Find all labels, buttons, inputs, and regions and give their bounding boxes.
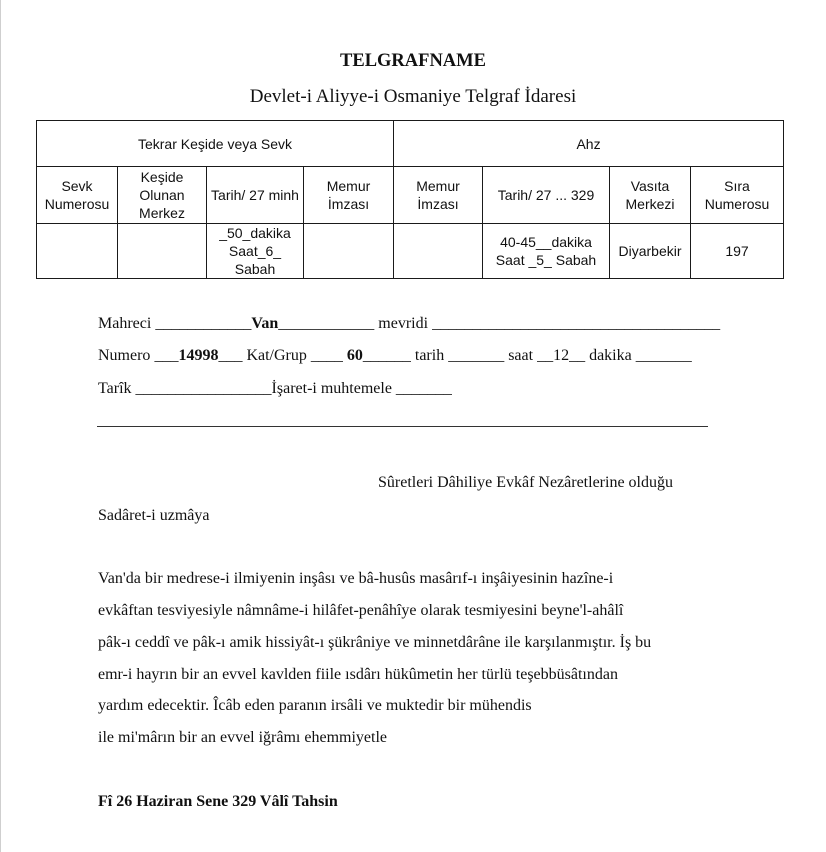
tarih-label: tarih [414, 347, 445, 364]
cell-sevk-numerosu [37, 224, 118, 279]
group-header-tekrar: Tekrar Keşide veya Sevk [37, 121, 394, 167]
paragraph-line: ile mi'mârın bir an evvel iğrâmı ehemmiyetle [98, 729, 388, 746]
column-header-sira-numerosu: Sıra Numerosu [691, 167, 784, 224]
cell-memur-imzasi-left [304, 224, 394, 279]
mevridi-label: mevridi [378, 315, 429, 332]
tarik-label: Tarîk [98, 380, 132, 397]
table-group-header-row [37, 121, 784, 167]
isaret-label: İşaret-i muhtemele [271, 380, 392, 397]
cell-tarih-329: 40-45__dakika Saat _5_ Sabah [483, 224, 610, 279]
field-line-mahreci: Mahreci ____________Van____________ mevridi ____________________________________ [98, 315, 721, 332]
column-header-vasita-merkezi: Vasıta Merkezi [610, 167, 691, 224]
cell-keside-olunan-merkez [118, 224, 207, 279]
cell-tarih-minh: _50_dakika Saat_6_ Sabah [207, 224, 304, 279]
telegraph-form-table [36, 120, 784, 279]
katgrup-value: 60 [346, 347, 363, 364]
field-line-numero: Numero ___14998___ Kat/Grup ____ 60______ tarih _______ saat __12__ dakika _______ [98, 347, 692, 364]
table-column-header-row [37, 167, 784, 224]
page-left-edge [0, 0, 1, 852]
dakika-label: dakika [589, 347, 632, 364]
numero-value: 14998 [178, 347, 219, 364]
numero-label: Numero [98, 347, 151, 364]
mahreci-label: Mahreci [98, 315, 152, 332]
paragraph-line: emr-i hayrın bir an evvel kavlden fiile ısdârı hükûmetin her türlü teşebbüsâtından [98, 666, 618, 683]
paragraph-line: evkâftan tesviyesiyle nâmnâme-i hilâfet-penâhîye olarak tesmiyesini beyne'l-ahâlî [98, 602, 624, 619]
column-header-sevk-numerosu: Sevk Numerosu [37, 167, 118, 224]
saat-value: 12 [553, 347, 570, 364]
katgrup-label: Kat/Grup [246, 347, 307, 364]
paragraph-line: pâk-ı ceddî ve pâk-ı amik hissiyât-ı şükrâniye ve minnetdârâne ile karşılanmıştır. İş bu [98, 634, 652, 651]
signature-line: Fî 26 Haziran Sene 329 Vâlî Tahsin [98, 793, 338, 810]
saat-label: saat [508, 347, 534, 364]
paragraph-line: Van'da bir medrese-i ilmiyenin inşâsı ve bâ-husûs masârıf-ı inşâiyesinin hazîne-i [98, 570, 614, 587]
column-header-tarih-minh: Tarih/ 27 minh [207, 167, 304, 224]
cell-sira-numerosu: 197 [691, 224, 784, 279]
mahreci-value: Van [251, 315, 279, 332]
recipient-line: Sadâret-i uzmâya [98, 507, 210, 524]
column-header-memur-imzasi-left: Memur İmzası [304, 167, 394, 224]
cell-vasita-merkezi: Diyarbekir [610, 224, 691, 279]
table-row [37, 224, 784, 279]
column-header-keside-olunan-merkez: Keşide Olunan Merkez [118, 167, 207, 224]
column-header-tarih-329: Tarih/ 27 ... 329 [483, 167, 610, 224]
field-line-tarik: Tarîk _________________İşaret-i muhtemele _______ [98, 380, 452, 397]
separator-rule [97, 426, 708, 427]
copies-note: Sûretleri Dâhiliye Evkâf Nezâretlerine olduğu [378, 474, 673, 491]
paragraph-line: yardım edecektir. Îcâb eden paranın irsâli ve muktedir bir mühendis [98, 697, 532, 714]
document-subtitle: Devlet-i Aliyye-i Osmaniye Telgraf İdaresi [249, 86, 577, 107]
document-title: TELGRAFNAME [340, 51, 486, 71]
group-header-ahz: Ahz [394, 121, 784, 167]
column-header-memur-imzasi-right: Memur İmzası [394, 167, 483, 224]
cell-memur-imzasi-right [394, 224, 483, 279]
